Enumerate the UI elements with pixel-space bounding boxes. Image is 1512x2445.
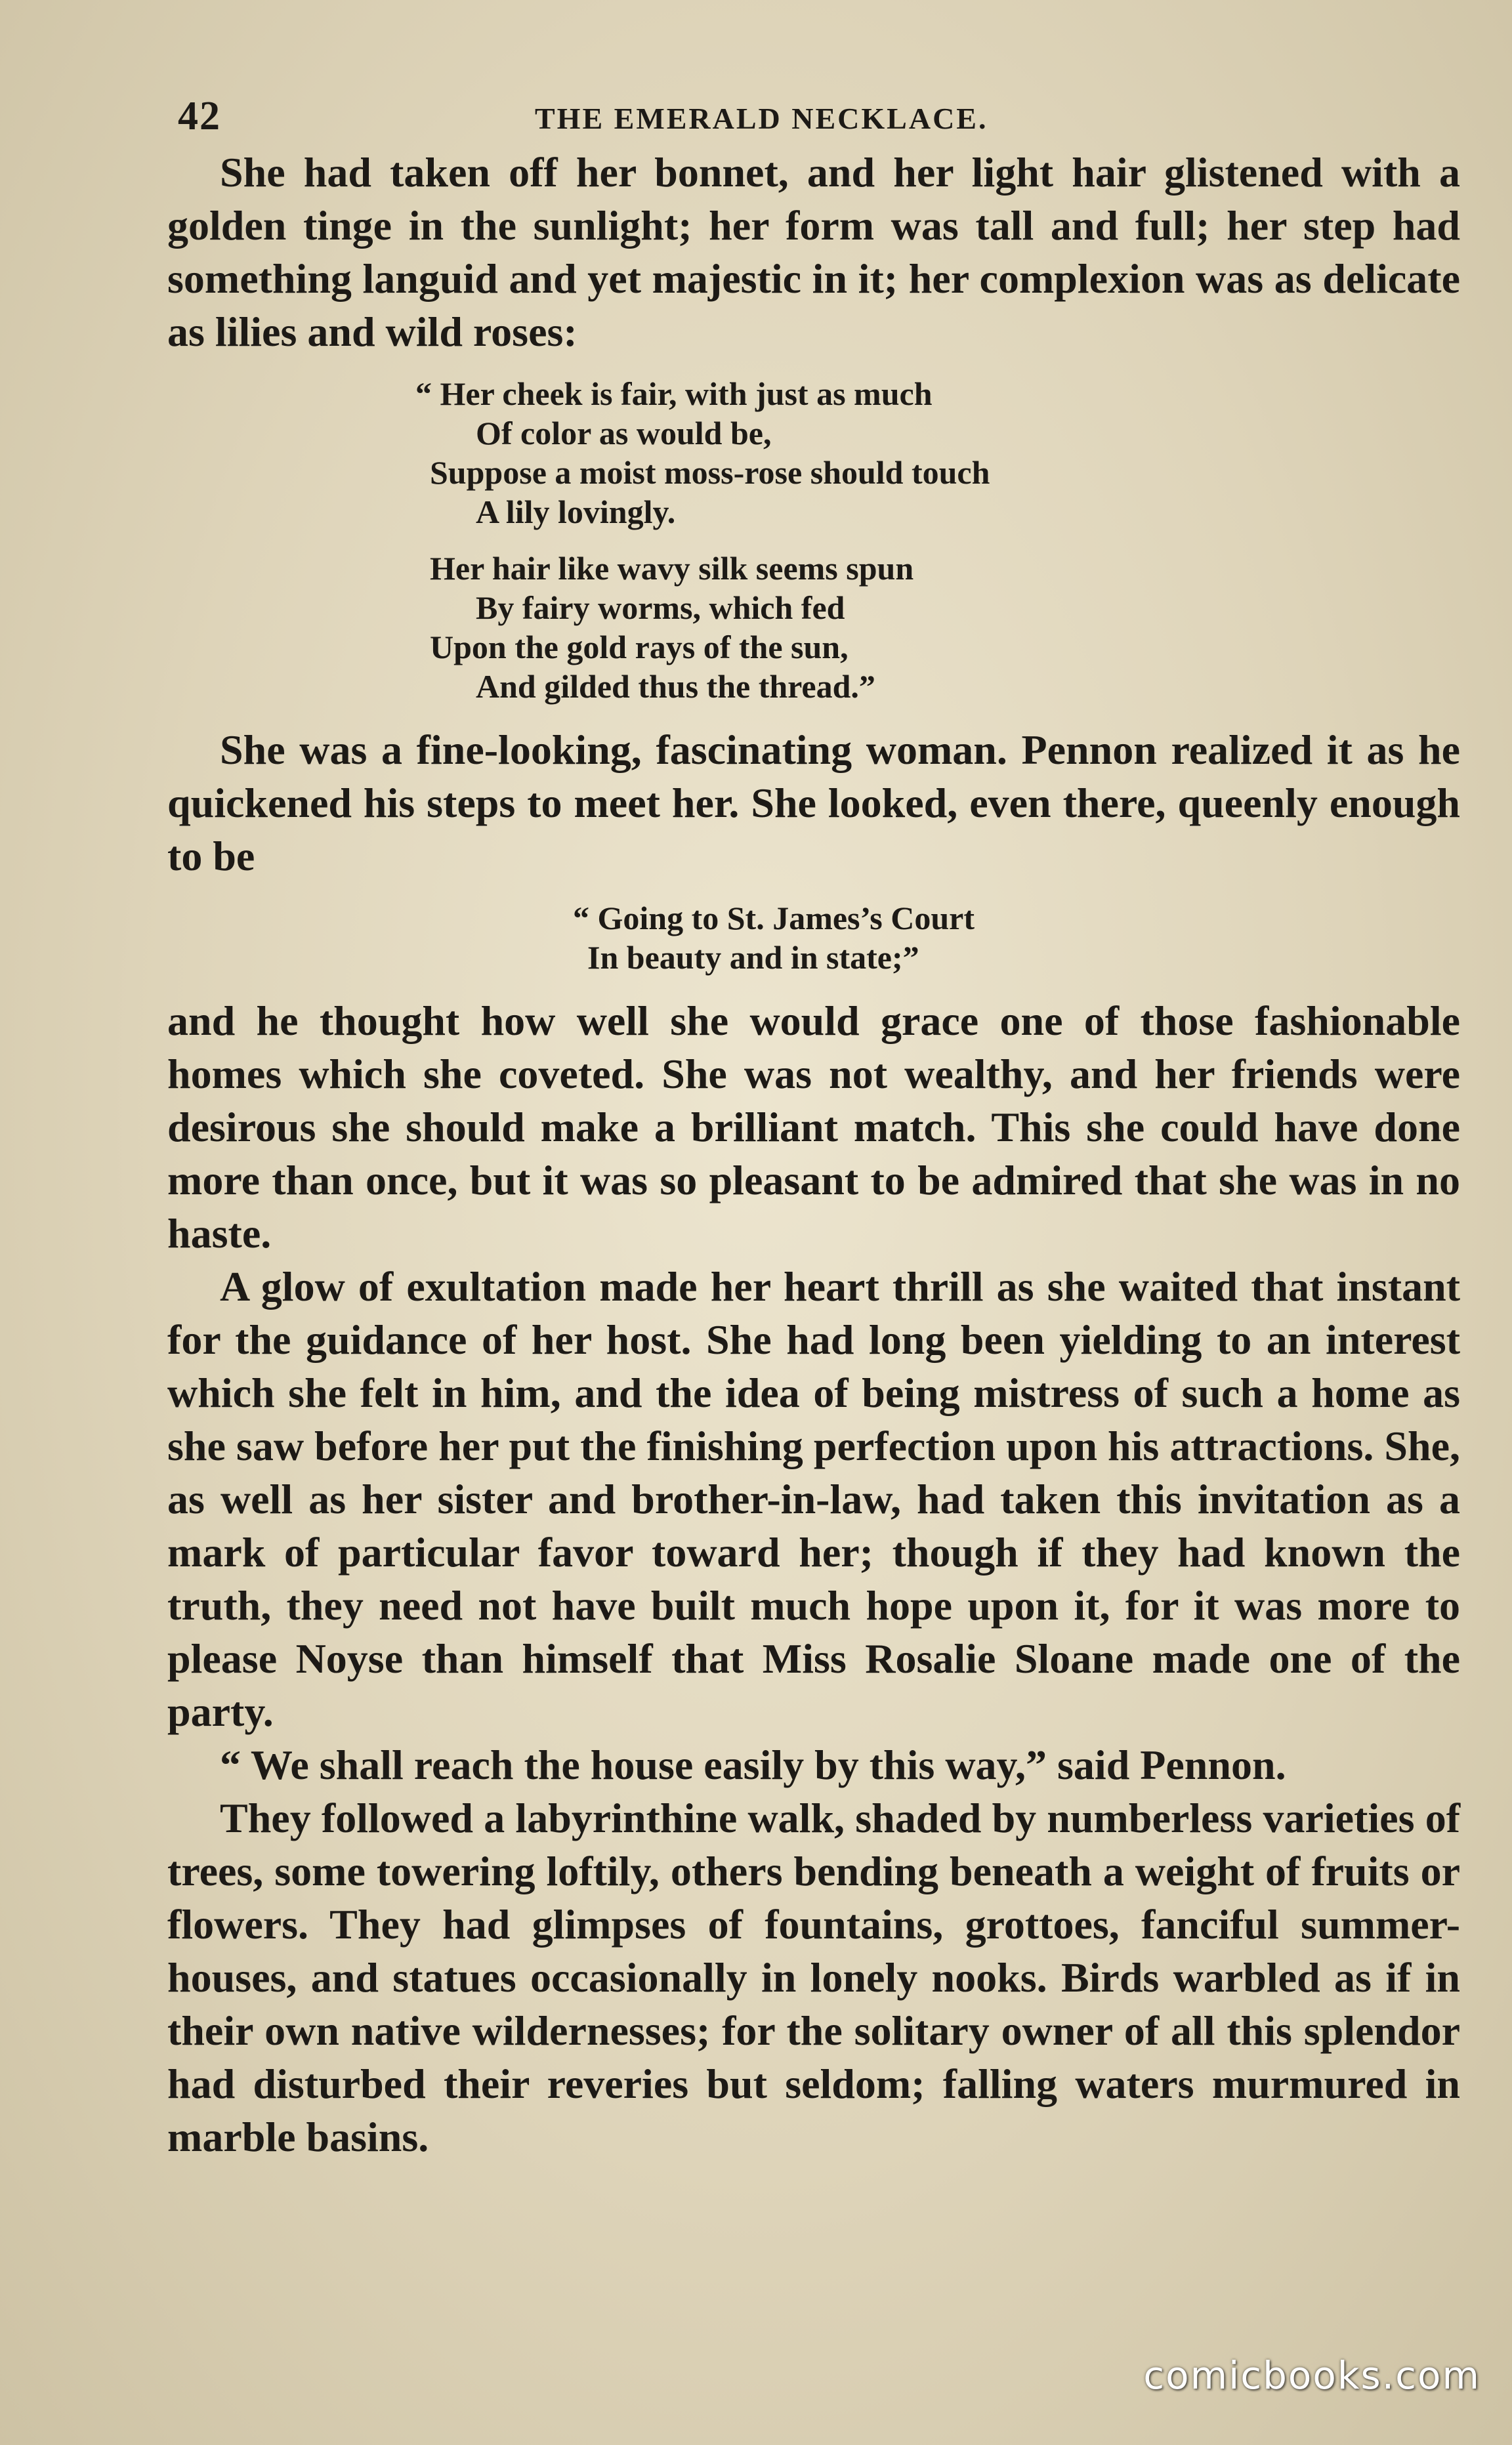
book-page <box>167 85 1460 2382</box>
running-title: THE EMERALD NECKLACE. <box>535 102 988 135</box>
poem-stanza-2 <box>167 549 1460 706</box>
paragraph-6: They followed a labyrinthine walk, shaded by numberless varieties of trees, some towering loftily, others bending beneath a weight of fruits or flowers. They had glimpses of fountains, grottoes, fanciful summer-houses, and statues occasionally in lonely nooks. Birds warbled as if in their own native wildernesses; for the solitary owner of all this splendor had disturbed their reveries but seldom; falling waters murmured in marble basins. <box>167 1795 1460 2160</box>
poem-line: A lily lovingly. <box>476 493 676 530</box>
page-number: 42 <box>178 94 221 138</box>
paragraph-5: “ We shall reach the house easily by this way,” said Pennon. <box>220 1742 1286 1788</box>
paragraph-1: She had taken off her bonnet, and her light hair glistened with a golden tinge in the sunlight; her form was tall and full; her step had something languid and yet majestic in it; her complexion was as delicate as lilies and wild roses: <box>167 149 1460 355</box>
paragraph-3: and he thought how well she would grace one of those fashionable homes which she coveted. She was not wealthy, and her friends were desirous she should make a brilliant match. This she could have done more than once, but it was so pleasant to be admired that she was in no haste. <box>167 997 1460 1257</box>
poem-line: Upon the gold rays of the sun, <box>430 629 849 665</box>
poem-line: “ Her cheek is fair, with just as much <box>415 375 933 412</box>
poem-line: “ Going to St. James’s Court <box>573 900 975 936</box>
poem-line: In beauty and in state;” <box>587 939 919 976</box>
poem-block-1 <box>167 374 1460 706</box>
paragraph-2: She was a fine-looking, fascinating woman. Pennon realized it as he quickened his steps to meet her. She looked, even there, queenly enough to be <box>167 726 1460 879</box>
paragraph-4: A glow of exultation made her heart thrill as she waited that instant for the guidance of her host. She had long been yielding to an interest which she felt in him, and the idea of being mistress of such a home as she saw before her put the finishing perfection upon his attractions. She, as well as her sister and brother-in-law, had taken this invitation as a mark of particular favor toward her; though if they had known the truth, they need not have built much hope upon it, for it was more to please Noyse than himself that Miss Rosalie Sloane made one of the party. <box>167 1263 1460 1735</box>
poem-stanza-1 <box>167 374 1460 532</box>
poem-line: By fairy worms, which fed <box>476 589 845 626</box>
page-header <box>167 85 1460 146</box>
poem-line: And gilded thus the thread.” <box>476 668 875 705</box>
poem-line: Suppose a moist moss-rose should touch <box>430 454 990 491</box>
watermark-text: comicbooks.com <box>1143 2353 1480 2398</box>
poem-block-2 <box>167 898 1460 977</box>
poem-line: Of color as would be, <box>476 415 772 451</box>
page-body <box>167 146 1460 2163</box>
poem-stanza-3 <box>167 898 1460 977</box>
poem-line: Her hair like wavy silk seems spun <box>430 550 914 587</box>
